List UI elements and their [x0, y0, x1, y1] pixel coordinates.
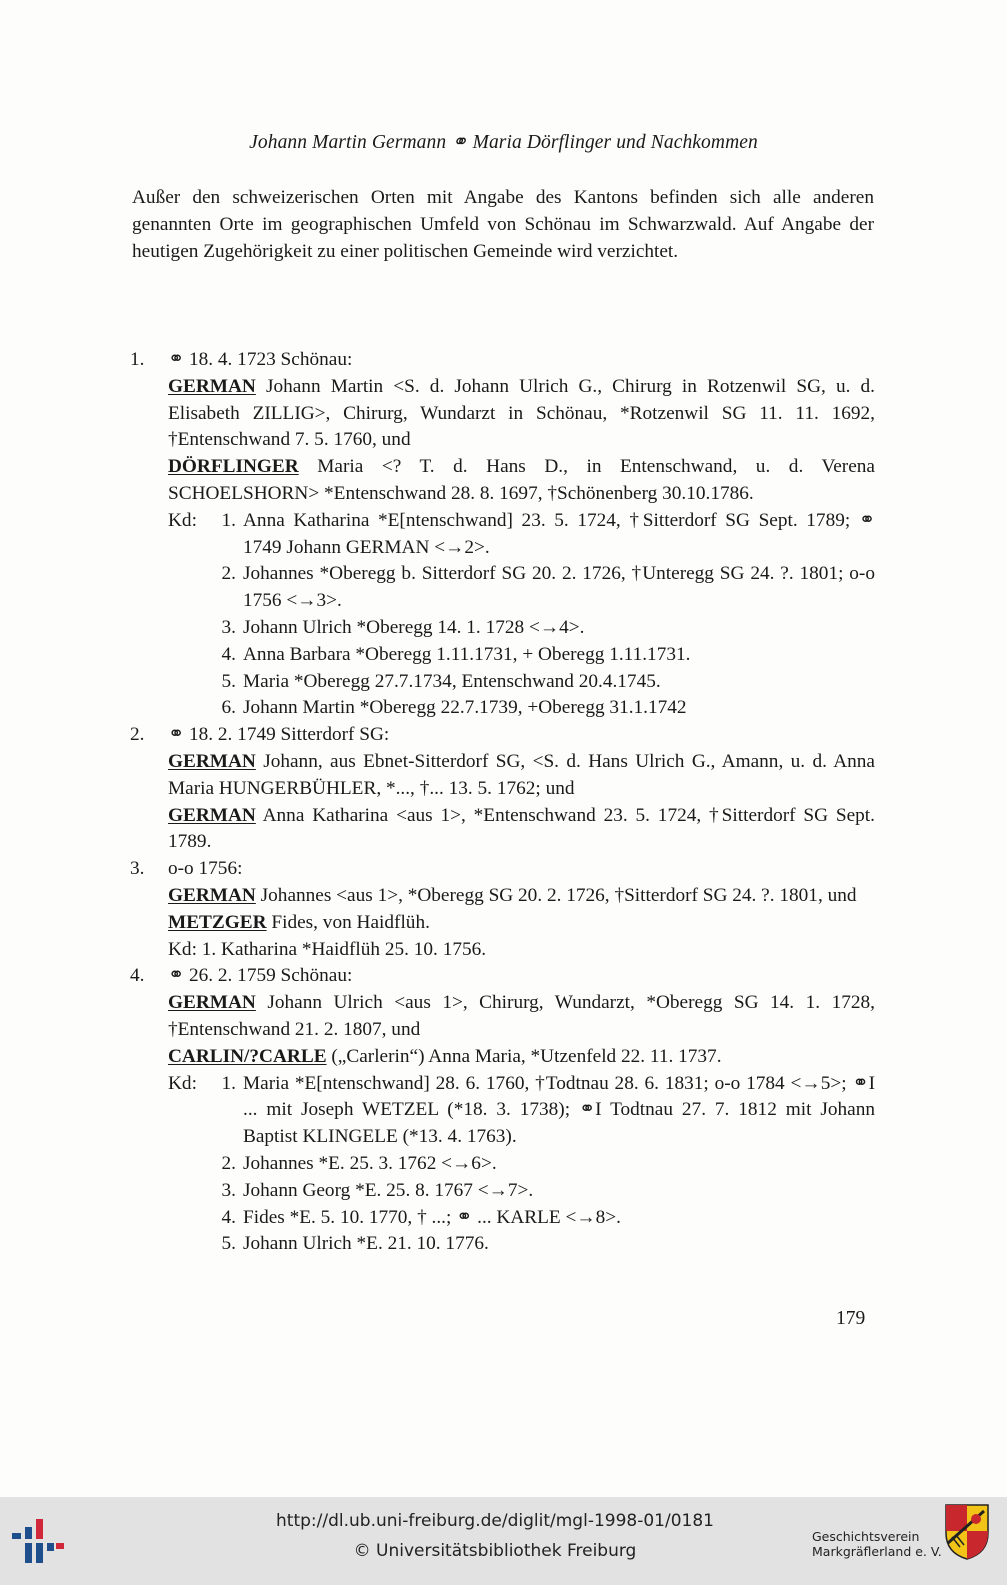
child-number: 4.: [221, 1206, 236, 1228]
child-row: [130, 1178, 875, 1205]
person-paragraph: [130, 883, 875, 910]
child-number: 2.: [221, 1152, 236, 1174]
child-number: 1.: [221, 1072, 236, 1094]
page-number: 179: [836, 1308, 866, 1329]
entry-number: 4.: [130, 965, 145, 987]
child-number: 3.: [221, 616, 236, 638]
child-details: Anna Katharina *E[ntenschwand] 23. 5. 1724, †Sitterdorf SG Sept. 1789; ⚭ 1749 Johann GERMAN <→2>.: [243, 509, 875, 558]
person-details: Johann Ulrich <aus 1>, Chirurg, Wundarzt, *Oberegg SG 14. 1. 1728, †Entenschwand 21. 2. 1807, und: [168, 992, 875, 1040]
person-details: Johann, aus Ebnet-Sitterdorf SG, <S. d. Hans Ulrich G., Amann, u. d. Anna Maria HUNGERBÜHLER, *..., †... 13. 5. 1762; und: [168, 750, 875, 799]
person-paragraph: [130, 1044, 875, 1071]
children-line: Kd: 1. Katharina *Haidflüh 25. 10. 1756.: [168, 938, 487, 960]
coat-of-arms-icon: [944, 1503, 990, 1561]
person-paragraph: [130, 910, 875, 937]
child-number: 1.: [221, 509, 236, 531]
entry: [130, 856, 875, 963]
marriage-heading: ⚭ 18. 4. 1723 Schönau:: [168, 349, 353, 370]
person-details: („Carlerin“) Anna Maria, *Utzenfeld 22. 11. 1737.: [326, 1045, 722, 1067]
child-number: 5.: [221, 1233, 236, 1255]
intro-paragraph: Außer den schweizerischen Orten mit Angabe des Kantons befinden sich alle anderen genannten Orte im geographischen Umfeld von Schönau im Schwarzwald. Auf Angabe der heutigen Zugehörigkeit zu einer politischen Gemeinde wird verzichtet.: [132, 187, 874, 262]
child-number: 3.: [221, 1179, 236, 1201]
person-details: Johann Martin <S. d. Johann Ulrich G., Chirurg in Rotzenwil SG, u. d. Elisabeth ZILLIG>, Chirurg, Wundarzt in Schönau, *Rotzenwil SG 11. 11. 1692, †Entenschwand 7. 5. 1760, und: [168, 375, 875, 451]
surname: GERMAN: [168, 992, 256, 1014]
child-details: Anna Barbara *Oberegg 1.11.1731, + Oberegg 1.11.1731.: [243, 643, 691, 665]
person-paragraph: [130, 990, 875, 1044]
entry: [130, 347, 875, 722]
person-paragraph: [130, 803, 875, 857]
child-details: Maria *Oberegg 27.7.1734, Entenschwand 20.4.1745.: [243, 670, 661, 692]
surname: GERMAN: [168, 884, 256, 906]
society-name: [812, 1529, 942, 1559]
entry: [130, 722, 875, 856]
child-row: [130, 642, 875, 669]
person-paragraph: [130, 454, 875, 508]
surname: GERMAN: [168, 375, 256, 397]
children-label: Kd:: [168, 509, 197, 531]
society-line-2: Markgräflerland e. V.: [812, 1544, 942, 1559]
surname: GERMAN: [168, 804, 256, 826]
child-details: Johannes *Oberegg b. Sitterdorf SG 20. 2. 1726, †Unteregg SG 24. ?. 1801; o-o 1756 <→3>.: [243, 563, 875, 612]
children-label: Kd:: [168, 1072, 197, 1094]
child-row: [130, 1071, 875, 1151]
surname: CARLIN/?CARLE: [168, 1045, 327, 1067]
person-details: Fides, von Haidflüh.: [266, 911, 430, 933]
marriage-heading: ⚭ 26. 2. 1759 Schönau:: [168, 965, 353, 987]
child-row: [130, 561, 875, 615]
child-number: 4.: [221, 643, 236, 665]
child-number: 2.: [221, 563, 236, 585]
footer-bar: [0, 1497, 1007, 1585]
entry-number: 2.: [130, 724, 145, 746]
child-row: [130, 615, 875, 642]
entry-number: 3.: [130, 858, 145, 880]
surname: METZGER: [168, 911, 267, 933]
child-details: Johann Georg *E. 25. 8. 1767 <→7>.: [243, 1179, 534, 1201]
society-line-1: Geschichtsverein: [812, 1529, 920, 1544]
person-paragraph: [130, 374, 875, 454]
child-row: [130, 1151, 875, 1178]
marriage-heading: o-o 1756:: [168, 858, 243, 880]
child-details: Maria *E[ntenschwand] 28. 6. 1760, †Todtnau 28. 6. 1831; o-o 1784 <→5>; ⚭I ... mit Joseph WETZEL (*18. 3. 1738); ⚭I Todtnau 27. 7. 1812 mit Johann Baptist KLINGELE (*13. 4. 1763).: [243, 1072, 875, 1148]
child-details: Johann Martin *Oberegg 22.7.1739, +Oberegg 31.1.1742: [243, 697, 687, 719]
entry-number: 1.: [130, 349, 145, 370]
child-row: [130, 695, 875, 722]
child-row: [130, 1231, 875, 1258]
entry: [130, 963, 875, 1258]
child-details: Johannes *E. 25. 3. 1762 <→6>.: [243, 1152, 497, 1174]
genealogy-entries: [130, 347, 875, 1258]
child-row: [130, 669, 875, 696]
person-details: Anna Katharina <aus 1>, *Entenschwand 23. 5. 1724, †Sitterdorf SG Sept. 1789.: [168, 804, 875, 853]
person-details: Johannes <aus 1>, *Oberegg SG 20. 2. 1726, †Sitterdorf SG 24. ?. 1801, und: [255, 884, 857, 906]
child-number: 6.: [221, 697, 236, 719]
footer-url[interactable]: http://dl.ub.uni-freiburg.de/diglit/mgl-1998-01/0181: [276, 1511, 714, 1531]
child-row: [130, 1205, 875, 1232]
child-number: 5.: [221, 670, 236, 692]
marriage-heading: ⚭ 18. 2. 1749 Sitterdorf SG:: [168, 724, 390, 746]
child-details: Fides *E. 5. 10. 1770, † ...; ⚭ ... KARLE <→8>.: [243, 1206, 621, 1228]
person-paragraph: [130, 749, 875, 803]
surname: DÖRFLINGER: [168, 456, 299, 478]
child-details: Johann Ulrich *E. 21. 10. 1776.: [243, 1233, 489, 1255]
running-header: Johann Martin Germann ⚭ Maria Dörflinger und Nachkommen: [249, 132, 758, 153]
footer-copyright: © Universitätsbibliothek Freiburg: [353, 1541, 637, 1561]
person-details: Maria <? T. d. Hans D., in Entenschwand, u. d. Verena SCHOELSHORN> *Entenschwand 28. 8. 1697, †Schönenberg 30.10.1786.: [168, 456, 875, 504]
surname: GERMAN: [168, 750, 256, 772]
child-details: Johann Ulrich *Oberegg 14. 1. 1728 <→4>.: [243, 616, 585, 638]
child-row: [130, 508, 875, 562]
